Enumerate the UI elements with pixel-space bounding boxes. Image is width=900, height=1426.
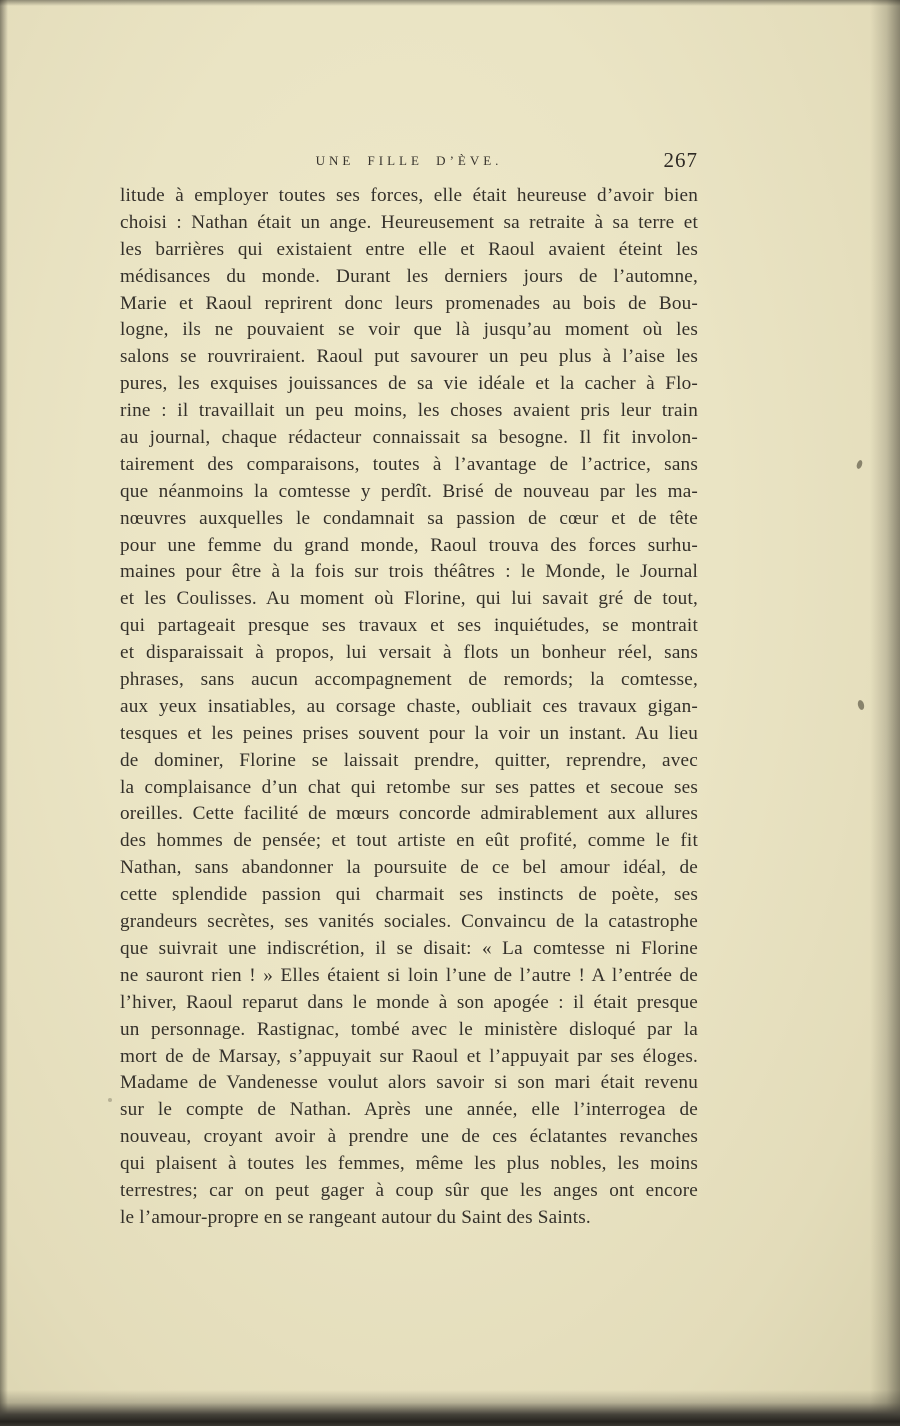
text-line: nœuvres auxquelles le condamnait sa passion de cœur et de tête [120,507,698,529]
text-line: que néanmoins la comtesse y perdît. Brisé de nouveau par les ma- [120,480,698,502]
text-line: maines pour être à la fois sur trois théâtres : le Monde, le Journal [120,561,698,583]
text-line: qui plaisent à toutes les femmes, même les plus nobles, les moins [120,1153,698,1175]
scan-edge-top [0,0,900,6]
scan-edge-bottom [0,1390,900,1426]
text-line: salons se rouvriraient. Raoul put savourer un peu plus à l’aise les [120,346,698,368]
text-line: pures, les exquises jouissances de sa vie idéale et la cacher à Flo- [120,373,698,395]
scan-speck [857,699,865,710]
text-line: les barrières qui existaient entre elle et Raoul avaient éteint les [120,238,698,260]
text-line: des hommes de pensée; et tout artiste en eût profité, comme le fit [120,830,698,852]
scan-speck [856,459,864,469]
text-line: Madame de Vandenesse voulut alors savoir si son mari était revenu [120,1072,698,1094]
text-line: l’hiver, Raoul reparut dans le monde à son apogée : il était presque [120,991,698,1013]
text-line: choisi : Nathan était un ange. Heureusement sa retraite à sa terre et [120,211,698,233]
text-line: tesques et les peines prises souvent pour la voir un instant. Au lieu [120,722,698,744]
text-line: pour une femme du grand monde, Raoul trouva des forces surhu- [120,534,698,556]
page-header [120,148,698,172]
text-line: terrestres; car on peut gager à coup sûr que les anges ont encore [120,1179,698,1201]
text-line: qui partageait presque ses travaux et ses inquiétudes, se montrait [120,615,698,637]
running-title: UNE FILLE D’ÈVE. [315,153,503,168]
text-line: oreilles. Cette facilité de mœurs concorde admirablement aux allures [120,803,698,825]
text-line: phrases, sans aucun accompagnement de remords; la comtesse, [120,669,698,691]
scan-edge-right [870,0,900,1426]
scan-speck [108,1098,112,1102]
text-line: tairement des comparaisons, toutes à l’avantage de l’actrice, sans [120,453,698,475]
text-line: ne sauront rien ! » Elles étaient si loin l’une de l’autre ! A l’entrée de [120,964,698,986]
text-line: sur le compte de Nathan. Après une année, elle l’interrogea de [120,1099,698,1121]
text-line: grandeurs secrètes, ses vanités sociales. Convaincu de la catastrophe [120,911,698,933]
text-line: au journal, chaque rédacteur connaissait sa besogne. Il fit involon- [120,427,698,449]
text-line: de dominer, Florine se laissait prendre, quitter, reprendre, avec [120,749,698,771]
text-line: médisances du monde. Durant les derniers jours de l’automne, [120,265,698,287]
text-line: mort de de Marsay, s’appuyait sur Raoul et l’appuyait par ses éloges. [120,1045,698,1067]
text-line: aux yeux insatiables, au corsage chaste, oubliait ces travaux gigan- [120,695,698,717]
text-line: nouveau, croyant avoir à prendre une de ces éclatantes revanches [120,1126,698,1148]
body-text [120,183,698,1232]
text-line: le l’amour-propre en se rangeant autour du Saint des Saints. [120,1206,591,1228]
text-line: rine : il travaillait un peu moins, les choses avaient pris leur train [120,400,698,422]
text-line: Marie et Raoul reprirent donc leurs promenades au bois de Bou- [120,292,698,314]
text-line: et disparaissait à propos, lui versait à flots un bonheur réel, sans [120,642,698,664]
text-line: un personnage. Rastignac, tombé avec le ministère disloqué par la [120,1018,698,1040]
page-number: 267 [663,148,698,172]
text-line: Nathan, sans abandonner la poursuite de ce bel amour idéal, de [120,857,698,879]
text-line: cette splendide passion qui charmait ses instincts de poète, ses [120,884,698,906]
text-line: et les Coulisses. Au moment où Florine, qui lui savait gré de tout, [120,588,698,610]
scan-edge-left [0,0,8,1426]
text-line: logne, ils ne pouvaient se voir que là jusqu’au moment où les [120,319,698,341]
text-line: la complaisance d’un chat qui retombe sur ses pattes et secoue ses [120,776,698,798]
text-line: litude à employer toutes ses forces, elle était heureuse d’avoir bien [120,185,698,206]
text-line: que suivrait une indiscrétion, il se disait: « La comtesse ni Florine [120,937,698,959]
